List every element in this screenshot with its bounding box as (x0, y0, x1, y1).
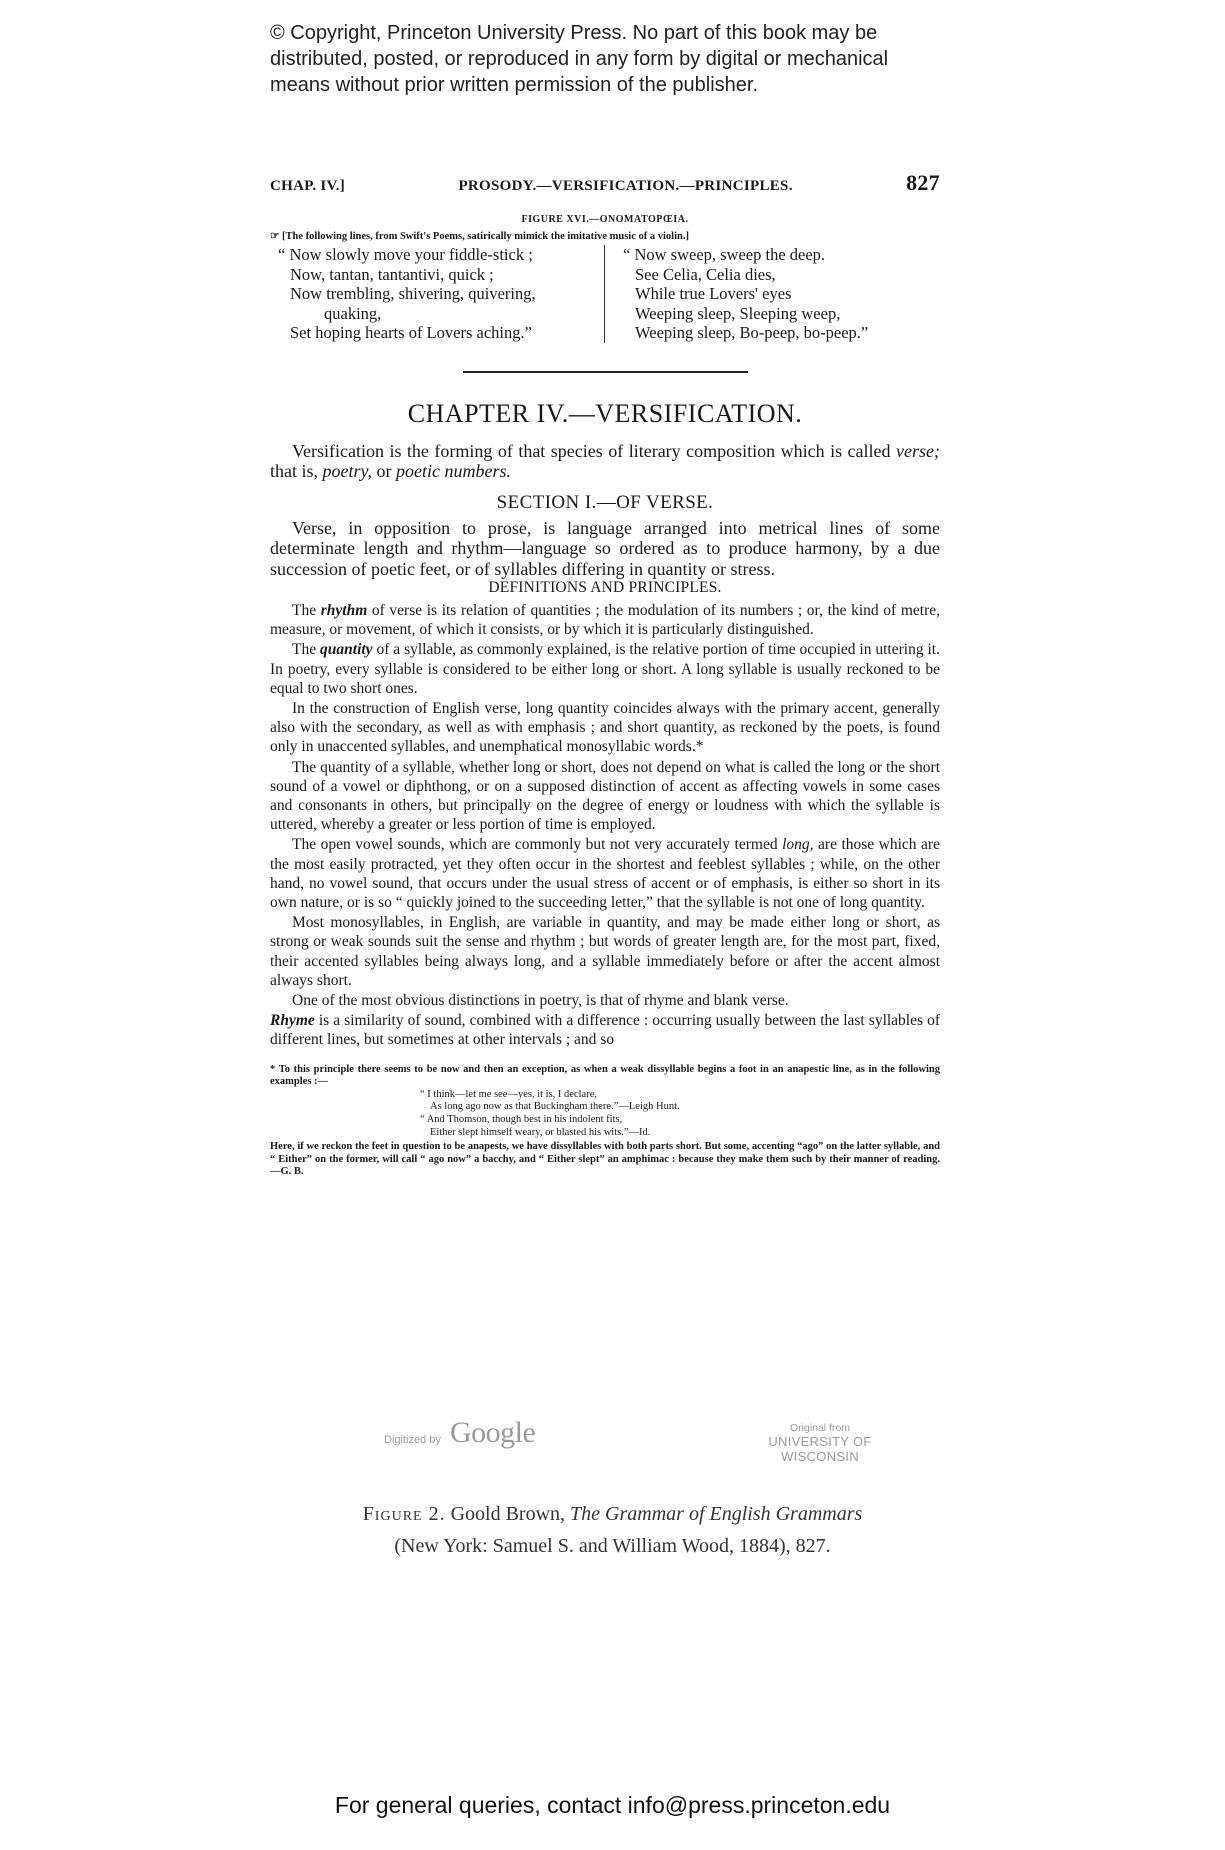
intro-paragraph: Versification is the forming of that species of literary composition which is called verse; that is, poetry, or poetic numbers. (270, 440, 940, 481)
verse-paragraph: Verse, in opposition to prose, is language arranged into metrical lines of some determinate length and rhythm—language so ordered as to produce harmony, by a due succession of poetic feet, or of syllables differing in quantity or stress. (270, 517, 940, 579)
poem-line: Now, tantan, tantantivi, quick ; (290, 264, 494, 284)
rhythm-paragraph: The rhythm of verse is its relation of quantities ; the modulation of its numbers ; or, the kind of metre, measure, or movement, of which it consists, or by which it is particularly distinguished. (270, 602, 941, 639)
poem-line: See Celia, Celia dies, (635, 264, 776, 284)
distinction-paragraph: One of the most obvious distinctions in poetry, is that of rhyme and blank verse. (292, 992, 789, 1010)
scan-watermark (0, 1408, 1225, 1468)
poem-line: While true Lovers' eyes (635, 284, 792, 303)
rhyme-paragraph: Rhyme is a similarity of sound, combined with a difference : occurring usually between the last syllables of different lines, but sometimes at other intervals ; and so (270, 1012, 940, 1049)
poem-line: Weeping sleep, Sleeping weep, (635, 303, 841, 323)
caption-line-2: (New York: Samuel S. and William Wood, 1884), 827. (394, 1535, 831, 1557)
figure-caption (0, 1498, 1225, 1562)
figure-note: ☞ [The following lines, from Swift's Poems, satirically mimick the imitative music of a violin.] (270, 231, 689, 242)
caption-title: The Grammar of English Grammars (570, 1503, 863, 1525)
footnote-poem-line: “ I think—let me see—yes, it is, I declare, (420, 1088, 597, 1100)
copyright-notice (270, 20, 970, 98)
poem-line: Now trembling, shivering, quivering, (290, 284, 536, 303)
original-source (730, 1422, 910, 1464)
footnote-poem (270, 1089, 940, 1139)
page-number: 827 (906, 170, 940, 195)
poem-line: “ Now slowly move your fiddle-stick ; (278, 245, 533, 264)
chapter-heading: CHAPTER IV.—VERSIFICATION. (407, 398, 803, 428)
running-head-title: PROSODY.—VERSIFICATION.—PRINCIPLES. (458, 178, 793, 194)
monosyllables-paragraph: Most monosyllables, in English, are variable in quantity, and may be made either long or short, as strong or weak sounds suit the sense and rhythm ; but words of greater length are, for the most part, fixed, their accented syllables being always long, and a syllable immediately before or after the accent almost always short. (270, 914, 940, 989)
running-head (270, 170, 940, 196)
footnote-intro: * To this principle there seems to be now and then an exception, as when a weak dissyllable begins a foot in an anapestic line, as in the following examples :— (270, 1063, 940, 1088)
poem-right-column (605, 245, 876, 343)
poem-line: Weeping sleep, Bo-peep, bo-peep.” (635, 323, 869, 342)
copyright-line: distributed, posted, or reproduced in any form by digital or mechanical (270, 48, 889, 70)
scanned-book-page (270, 170, 940, 1179)
digitized-by-label: Digitized by (384, 1434, 441, 1446)
caption-author: Goold Brown, (445, 1503, 571, 1525)
running-head-chapter: CHAP. IV.] (270, 178, 346, 194)
footnote-poem-line: “ And Thomson, though best in his indolent fits, (420, 1114, 623, 1126)
poem-line: quaking, (324, 303, 382, 323)
section-divider (463, 371, 748, 373)
poem-line: Set hoping hearts of Lovers aching.” (290, 323, 532, 342)
footnote-poem-line: Either slept himself weary, or blasted his wits.”—Id. (430, 1126, 651, 1138)
caption-line-1 (0, 1498, 1225, 1530)
footnote-conclusion: Here, if we reckon the feet in question to be anapests, we have dissyllables with both parts short. But some, accenting “ago” on the latter syllable, and “ Either” on the former, will call “ ago now” a bacchy, and “ Either slept” an amphimac : because they make them such by their manner of reading.—G. B. (270, 1141, 940, 1178)
quantity-paragraph: The quantity of a syllable, as commonly explained, is the relative portion of time occupied in uttering it. In poetry, every syllable is considered to be either long or short. A long syllable is usually reckoned to be equal to two short ones. (270, 641, 940, 697)
long-short-paragraph: The quantity of a syllable, whether long or short, does not depend on what is called the long or the short sound of a vowel or diphthong, or on a supposed distinction of accent as affecting vowels in some cases and consonants in others, but principally on the degree of energy or loudness with which the syllable is uttered, whereby a greater or less portion of time is employed. (270, 758, 940, 834)
onomatopoeia-poem (270, 245, 940, 343)
construction-paragraph: In the construction of English verse, long quantity coincides always with the primary accent, generally also with the secondary, as well as with emphasis ; and short quantity, as reckoned by the poets, is found only in unaccented syllables, and unemphatical monosyllabic words.* (270, 700, 940, 756)
google-logo: Google (450, 1416, 536, 1449)
open-vowel-paragraph: The open vowel sounds, which are commonly but not very accurately termed long, are those which are the most easily protracted, yet they often occur in the shortest and feeblest syllables ; while, on the other hand, no vowel sound, that occurs under the usual stress of accent or of emphasis, is either so short in its own nature, or is so “ quickly joined to the succeeding letter,” that the syllable is not one of long quantity. (270, 836, 940, 912)
footnote-poem-line: As long ago now as that Buckingham there.”—Leigh Hunt. (430, 1101, 680, 1113)
figure-title: FIGURE XVI.—ONOMATOPŒIA. (521, 214, 689, 225)
contact-line: For general queries, contact info@press.princeton.edu (334, 1792, 891, 1818)
definitions-heading: DEFINITIONS AND PRINCIPLES. (488, 579, 722, 596)
institution-name: UNIVERSITY OF WISCONSIN (768, 1434, 872, 1464)
poem-left-column (270, 245, 605, 343)
copyright-line: means without prior written permission of the publisher. (270, 74, 759, 96)
original-from-label: Original from (789, 1422, 851, 1434)
caption-label: Figure 2. (362, 1503, 446, 1525)
poem-line: “ Now sweep, sweep the deep. (623, 245, 826, 264)
section-heading: SECTION I.—OF VERSE. (496, 491, 714, 513)
copyright-line: © Copyright, Princeton University Press. No part of this book may be (270, 22, 878, 44)
